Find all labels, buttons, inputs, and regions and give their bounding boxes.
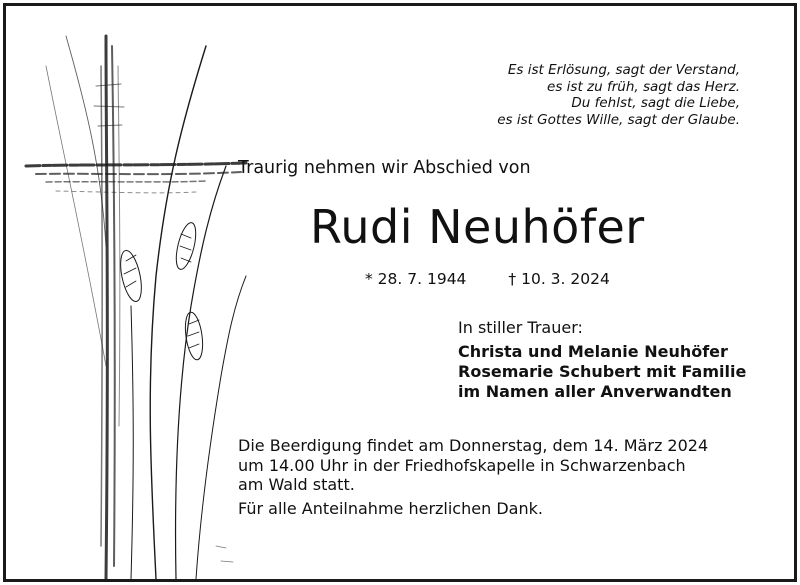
funeral-line: um 14.00 Uhr in der Friedhofskapelle in Schwarzenbach — [238, 455, 686, 475]
mourner-name: im Namen aller Anverwandten — [458, 382, 732, 401]
cross-with-wheat-icon — [6, 6, 256, 579]
mourners-block — [458, 318, 746, 402]
poem-line: es ist zu früh, sagt das Herz. — [547, 78, 740, 95]
mourner-name: Rosemarie Schubert mit Familie — [458, 362, 747, 381]
thanks-line: Für alle Anteilnahme herzlichen Dank. — [238, 498, 543, 518]
mourner-name: Christa und Melanie Neuhöfer — [458, 342, 728, 361]
funeral-line: am Wald statt. — [238, 475, 355, 494]
life-dates — [365, 270, 610, 288]
funeral-line: Die Beerdigung findet am Donnerstag, dem 14. März 2024 — [238, 436, 709, 455]
funeral-details — [238, 436, 708, 518]
birth-date: * 28. 7. 1944 — [365, 270, 467, 288]
mourning-lead: In stiller Trauer: — [458, 318, 583, 337]
poem-line: es ist Gottes Wille, sagt der Glaube. — [497, 111, 740, 128]
poem-line: Du fehlst, sagt die Liebe, — [571, 95, 740, 111]
poem-verse — [497, 62, 740, 128]
intro-text: Traurig nehmen wir Abschied von — [238, 158, 531, 178]
deceased-name: Rudi Neuhöfer — [310, 200, 645, 254]
poem-line: Es ist Erlösung, sagt der Verstand, — [507, 62, 740, 78]
death-date: † 10. 3. 2024 — [508, 270, 610, 288]
